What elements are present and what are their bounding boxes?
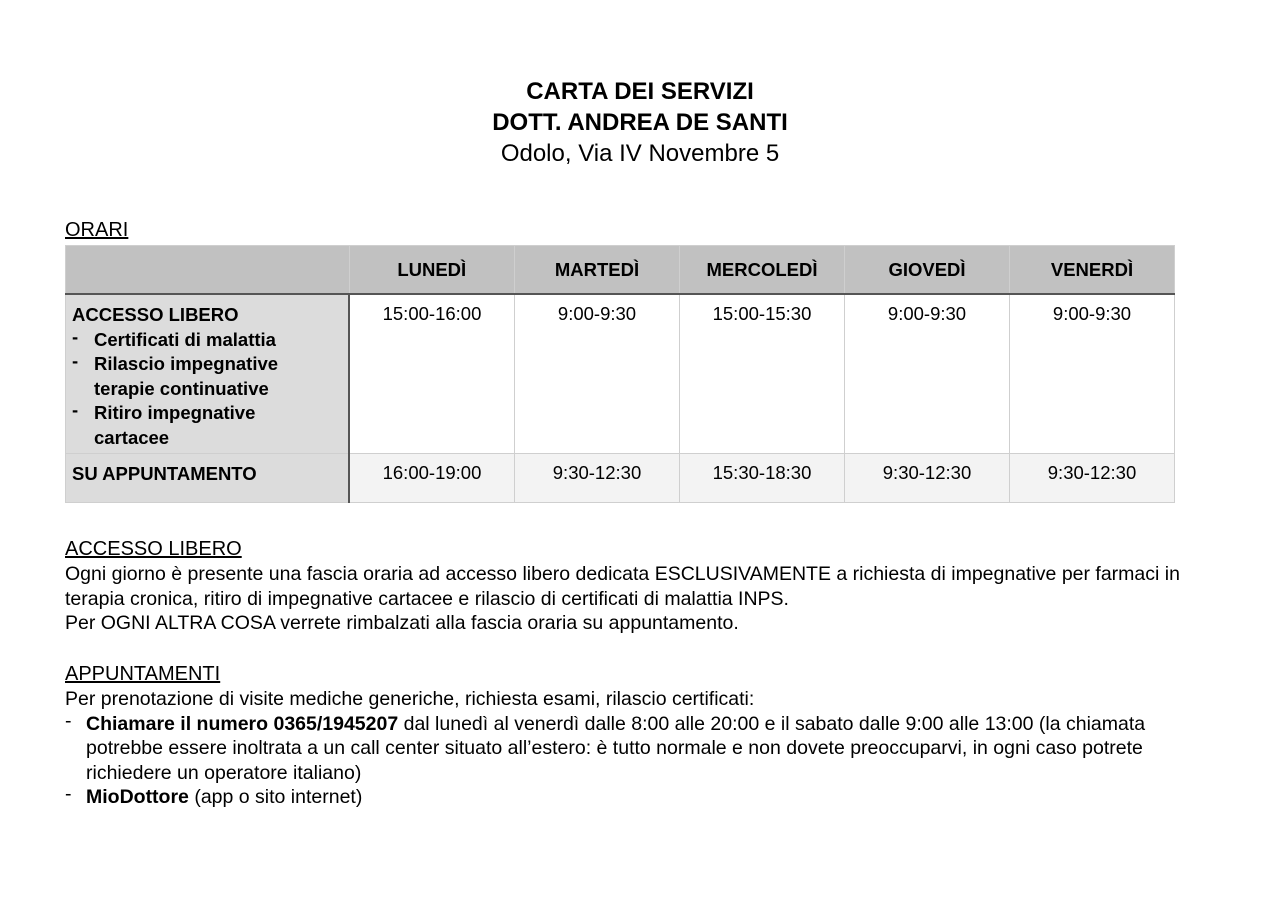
miodottore-label: MioDottore bbox=[86, 786, 189, 808]
list-item-text: dal lunedì al venerdì dalle 8:00 alle 20:00 e il sabato dalle 9:00 alle 13:00 (la chiamata potrebbe essere inoltrata a un call center situato all’estero: è tutto normale e non dovete preoccuparvi, in ogni caso potrete richiedere un operatore italiano) bbox=[86, 712, 1146, 784]
phone-instruction: Chiamare il numero 0365/1945207 bbox=[86, 712, 399, 735]
title-line-2: DOTT. ANDREA DE SANTI bbox=[492, 109, 788, 136]
list-item: - Chiamare il numero 0365/1945207 dal lunedì al venerdì dalle 8:00 alle 20:00 e il sabato dalle 9:00 alle 13:00 (la chiamata potrebbe essere inoltrata a un call center situato all’estero: è tutto normale e non dovete preoccuparvi, in ogni caso potrete richiedere un operatore italiano) bbox=[65, 709, 1146, 784]
orari-heading: ORARI bbox=[65, 219, 129, 241]
list-item-text: Certificati di malattia bbox=[94, 328, 276, 350]
day-header: MERCOLEDÌ bbox=[680, 246, 845, 295]
accesso-text bbox=[65, 562, 1225, 636]
accesso-heading: ACCESSO LIBERO bbox=[65, 538, 242, 560]
time-cell: 9:30-12:30 bbox=[515, 454, 680, 503]
address: Odolo, Via IV Novembre 5 bbox=[500, 140, 780, 167]
title-line-1: CARTA DEI SERVIZI bbox=[526, 78, 754, 105]
corner-cell bbox=[66, 246, 350, 295]
list-item-text: Ritiro impegnative cartacee bbox=[94, 402, 256, 448]
table-row bbox=[66, 454, 1175, 503]
time-cell: 15:00-16:00 bbox=[349, 294, 515, 454]
list-item: - Ritiro impegnative cartacee bbox=[72, 399, 256, 448]
day-header: LUNEDÌ bbox=[349, 246, 515, 295]
table-header-row bbox=[66, 246, 1175, 295]
day-header: MARTEDÌ bbox=[515, 246, 680, 295]
time-cell: 15:30-18:30 bbox=[680, 454, 845, 503]
row-label bbox=[66, 294, 350, 454]
row-label: SU APPUNTAMENTO bbox=[66, 454, 350, 503]
day-header: VENERDÌ bbox=[1010, 246, 1175, 295]
accesso-paragraph: Ogni giorno è presente una fascia oraria ad accesso libero dedicata ESCLUSIVAMENTE a richiesta di impegnative per farmaci in terapia cronica, ritiro di impegnative cartacee e rilascio di certificati di malattia INPS. bbox=[65, 563, 1180, 610]
time-cell: 9:00-9:30 bbox=[845, 294, 1010, 454]
list-item: - Certificati di malattia bbox=[72, 325, 276, 350]
day-header: GIOVEDÌ bbox=[845, 246, 1010, 295]
list-item: - MioDottore (app o sito internet) bbox=[65, 783, 363, 808]
time-cell: 16:00-19:00 bbox=[349, 454, 515, 503]
list-item-text: Rilascio impegnative terapie continuative bbox=[94, 353, 279, 399]
time-cell: 15:00-15:30 bbox=[680, 294, 845, 454]
appuntamenti-heading: APPUNTAMENTI bbox=[65, 663, 221, 685]
accesso-paragraph: Per OGNI ALTRA COSA verrete rimbalzati alla fascia oraria su appuntamento. bbox=[65, 612, 739, 634]
time-cell: 9:30-12:30 bbox=[845, 454, 1010, 503]
schedule-table bbox=[65, 245, 1175, 503]
list-item: - Rilascio impegnative terapie continuative bbox=[72, 350, 279, 399]
list-item-text: (app o sito internet) bbox=[188, 786, 363, 808]
appuntamenti-intro: Per prenotazione di visite mediche generiche, richiesta esami, rilascio certificati: bbox=[65, 688, 755, 710]
appuntamenti-text bbox=[65, 687, 1225, 810]
time-cell: 9:00-9:30 bbox=[515, 294, 680, 454]
time-cell: 9:00-9:30 bbox=[1010, 294, 1175, 454]
table-row bbox=[66, 294, 1175, 454]
time-cell: 9:30-12:30 bbox=[1010, 454, 1175, 503]
row-label-text: ACCESSO LIBERO bbox=[72, 304, 239, 325]
document-title bbox=[0, 76, 1280, 169]
